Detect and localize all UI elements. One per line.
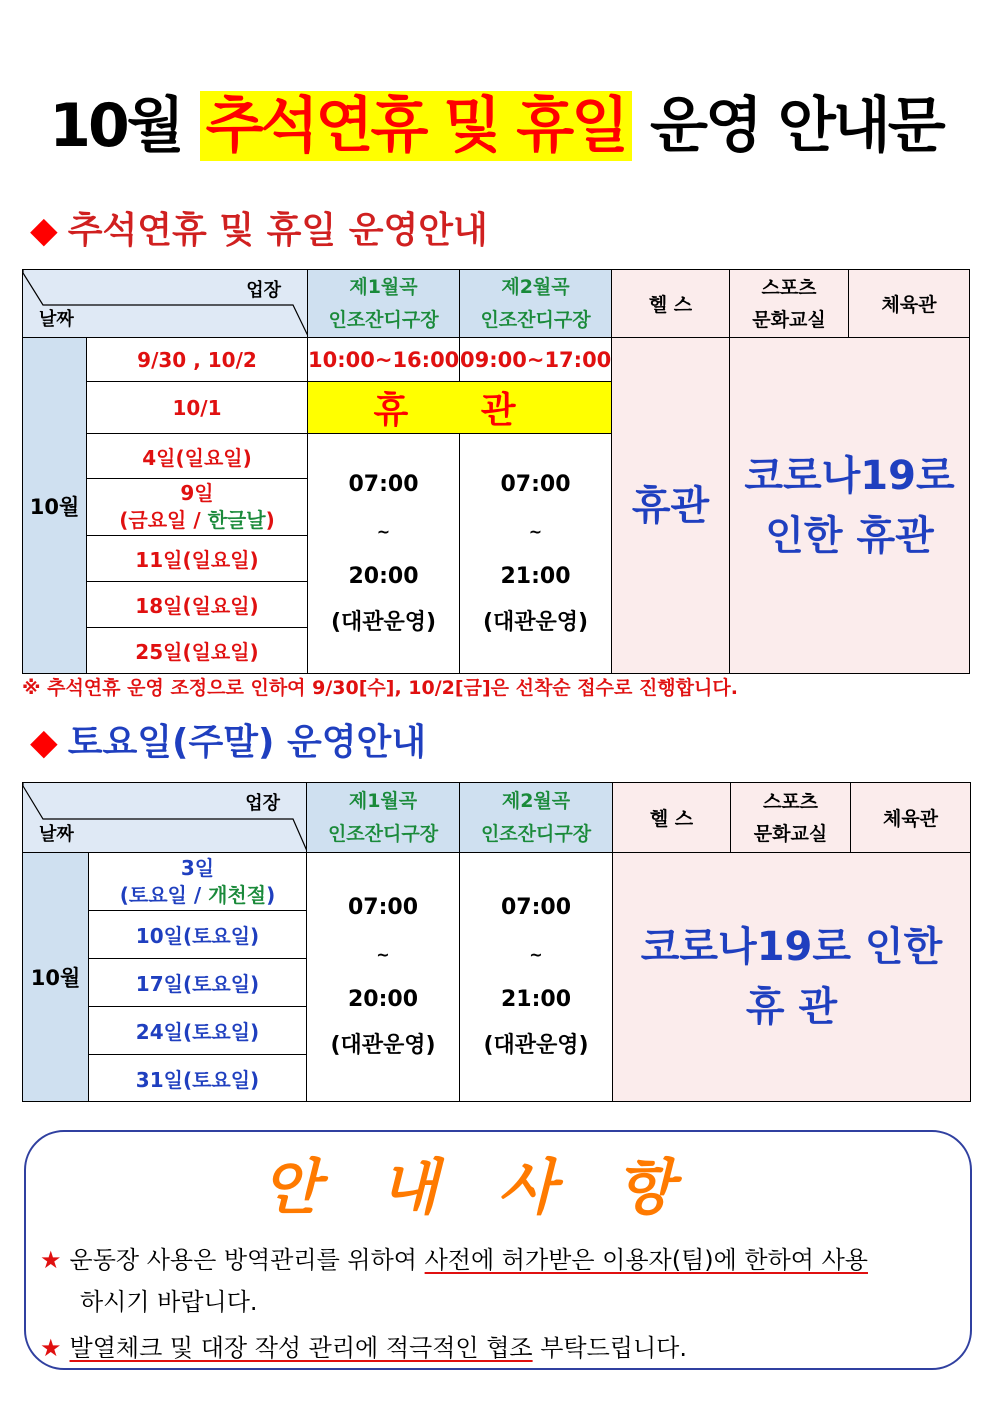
saturday-section-heading bbox=[30, 714, 426, 765]
header-sports bbox=[731, 783, 851, 853]
venue1-rental-hours bbox=[307, 853, 460, 1102]
diamond-icon: ◆ bbox=[30, 210, 58, 251]
reservation-note: ※ 추석연휴 운영 조정으로 인하여 9/30[수], 10/2[금]은 선착순 접수로 진행합니다. bbox=[22, 677, 738, 699]
date-top: 9일 bbox=[180, 481, 214, 505]
header-corner-cell bbox=[23, 783, 307, 853]
date-open: (토요일 / bbox=[119, 882, 209, 907]
venue2-line1: 제2월곡 bbox=[501, 275, 570, 298]
notice-item-2-b: 부탁드립니다. bbox=[532, 1334, 687, 1362]
header-health: 헬 스 bbox=[613, 783, 731, 853]
month-cell: 10월 bbox=[23, 338, 87, 674]
v1-close: 20:00 bbox=[348, 563, 419, 589]
venue2-line2: 인조잔디구장 bbox=[480, 822, 592, 845]
saturday-heading-text: 토요일(주말) 운영안내 bbox=[67, 722, 427, 763]
date-cell-foundation-day bbox=[89, 853, 307, 911]
date-top: 3일 bbox=[180, 855, 215, 880]
sports-line2: 문화교실 bbox=[753, 822, 828, 845]
title-post: 운영 안내문 bbox=[632, 91, 943, 161]
v2-note: (대관운영) bbox=[482, 609, 589, 635]
v1-tilde: ~ bbox=[376, 521, 391, 541]
star-icon: ★ bbox=[40, 1334, 62, 1362]
date-cell: 17일(토요일) bbox=[89, 959, 307, 1007]
header-sports bbox=[730, 270, 849, 338]
header-venue1 bbox=[307, 783, 460, 853]
holiday-heading-text: 추석연휴 및 휴일 운영안내 bbox=[67, 210, 488, 251]
v2-open: 07:00 bbox=[500, 895, 572, 920]
v2-note: (대관운영) bbox=[483, 1033, 589, 1058]
venue1-rental-hours bbox=[308, 434, 460, 674]
date-open: (금요일 / bbox=[119, 508, 208, 532]
title-pre: 10월 bbox=[49, 91, 200, 161]
venue2-line1: 제2월곡 bbox=[501, 789, 571, 812]
header-gym: 체육관 bbox=[851, 783, 971, 853]
notice-item-2 bbox=[40, 1328, 687, 1363]
header-gym: 체육관 bbox=[849, 270, 970, 338]
v1-close: 20:00 bbox=[347, 987, 419, 1012]
venue2-rental-hours bbox=[460, 434, 612, 674]
v1-note: (대관운영) bbox=[330, 1033, 436, 1058]
date-cell: 25일(일요일) bbox=[87, 628, 308, 674]
venue2-line2: 인조잔디구장 bbox=[480, 308, 591, 331]
header-venue1 bbox=[308, 270, 460, 338]
corona-line1: 코로나19로 bbox=[744, 452, 955, 499]
notice-item-1-a: 운동장 사용은 방역관리를 위하여 bbox=[69, 1246, 425, 1274]
header-corner-cell bbox=[23, 270, 308, 338]
date-cell-hangul-day bbox=[87, 479, 308, 536]
star-icon: ★ bbox=[40, 1246, 62, 1274]
date-cell: 10/1 bbox=[87, 382, 308, 434]
header-venue2 bbox=[460, 270, 612, 338]
venue1-line2: 인조잔디구장 bbox=[327, 822, 439, 845]
header-date-label: 날짜 bbox=[39, 309, 74, 330]
venue2-rental-hours bbox=[460, 853, 613, 1102]
date-close: ) bbox=[265, 508, 275, 532]
date-cell: 24일(토요일) bbox=[89, 1007, 307, 1055]
header-date-label: 날짜 bbox=[39, 824, 74, 845]
health-closed: 휴관 bbox=[612, 338, 730, 674]
corona-closed-notice bbox=[613, 853, 971, 1102]
header-health: 헬 스 bbox=[612, 270, 730, 338]
date-cell: 31일(토요일) bbox=[89, 1055, 307, 1102]
title-highlight: 추석연휴 및 휴일 bbox=[200, 91, 633, 161]
v1-open: 07:00 bbox=[348, 471, 419, 497]
corona-line2: 휴 관 bbox=[745, 984, 838, 1030]
v2-open: 07:00 bbox=[500, 471, 571, 497]
header-venue2 bbox=[460, 783, 613, 853]
venue1-hours: 10:00~16:00 bbox=[308, 338, 460, 382]
header-venue-label: 업장 bbox=[246, 280, 281, 301]
v1-note: (대관운영) bbox=[330, 609, 437, 635]
corona-line1: 코로나19로 인한 bbox=[640, 924, 943, 970]
date-cell: 18일(일요일) bbox=[87, 582, 308, 628]
sports-line1: 스포츠 bbox=[762, 790, 819, 813]
hangul-day-label: 한글날 bbox=[207, 508, 266, 532]
notice-item-2-a: 발열체크 및 대장 작성 관리에 적극적인 협조 bbox=[69, 1334, 533, 1362]
saturday-schedule-table bbox=[22, 782, 971, 1102]
date-cell: 9/30 , 10/2 bbox=[87, 338, 308, 382]
month-cell: 10월 bbox=[23, 853, 89, 1102]
venue1-line2: 인조잔디구장 bbox=[328, 308, 439, 331]
header-venue-label: 업장 bbox=[245, 793, 280, 814]
sports-line1: 스포츠 bbox=[761, 276, 817, 299]
corona-line2: 인한 휴관 bbox=[765, 512, 934, 559]
foundation-day-label: 개천절 bbox=[208, 882, 267, 907]
v1-tilde: ~ bbox=[376, 945, 390, 964]
notice-title: 안내사항 bbox=[262, 1153, 734, 1223]
date-cell: 10일(토요일) bbox=[89, 911, 307, 959]
notice-box bbox=[24, 1130, 972, 1370]
notice-item-1-b: 사전에 허가받은 이용자(팀)에 한하여 사용 bbox=[424, 1246, 868, 1274]
corona-closed-notice bbox=[730, 338, 970, 674]
diamond-icon: ◆ bbox=[30, 722, 58, 763]
v2-tilde: ~ bbox=[529, 945, 543, 964]
v1-open: 07:00 bbox=[347, 895, 419, 920]
v2-tilde: ~ bbox=[528, 521, 543, 541]
venue1-line1: 제1월곡 bbox=[349, 275, 418, 298]
notice-item-1 bbox=[40, 1240, 868, 1275]
date-cell: 11일(일요일) bbox=[87, 536, 308, 582]
sports-line2: 문화교실 bbox=[752, 308, 826, 331]
holiday-schedule-table bbox=[22, 269, 970, 674]
page-title bbox=[0, 78, 992, 164]
closed-banner: 휴 관 bbox=[308, 382, 612, 434]
holiday-section-heading bbox=[30, 202, 488, 253]
venue2-hours: 09:00~17:00 bbox=[460, 338, 612, 382]
notice-item-1-cont: 하시기 바랍니다. bbox=[80, 1288, 258, 1316]
v2-close: 21:00 bbox=[500, 987, 572, 1012]
venue1-line1: 제1월곡 bbox=[348, 789, 418, 812]
v2-close: 21:00 bbox=[500, 563, 571, 589]
date-cell: 4일(일요일) bbox=[87, 434, 308, 479]
date-close: ) bbox=[266, 882, 276, 907]
